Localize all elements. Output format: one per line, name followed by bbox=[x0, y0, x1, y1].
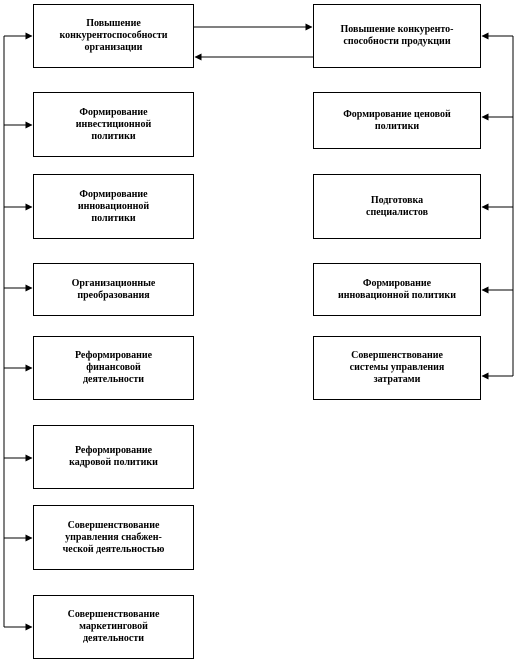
box-label: Подготовка специалистов bbox=[366, 194, 428, 218]
box-label: Повышение конкуренто- способности продукции bbox=[340, 24, 454, 47]
box-cost-management bbox=[313, 336, 481, 400]
box-supply-management bbox=[33, 505, 194, 570]
box-investment-policy bbox=[33, 92, 194, 157]
box-innovation-policy-right bbox=[313, 263, 481, 316]
box-label: Совершенствование системы управления затратами bbox=[349, 350, 445, 385]
box-pricing-policy bbox=[313, 92, 481, 149]
box-label: Формирование инновационной политики bbox=[338, 277, 456, 301]
box-label: Формирование инвестиционной политики bbox=[75, 106, 152, 142]
box-organization-competitiveness bbox=[33, 4, 194, 68]
box-label: Формирование инновационной политики bbox=[77, 188, 150, 224]
box-label: Формирование ценовой политики bbox=[343, 108, 451, 132]
box-marketing-improvement bbox=[33, 595, 194, 659]
box-label: Организационные преобразования bbox=[71, 277, 156, 301]
box-personnel-reform bbox=[33, 425, 194, 489]
box-label: Реформирование финансовой деятельности bbox=[74, 350, 153, 385]
box-label: Совершенствование маркетинговой деятельности bbox=[67, 609, 160, 644]
box-label: Повышение конкурентоспособности организации bbox=[59, 18, 168, 53]
box-innovation-policy-left bbox=[33, 174, 194, 239]
box-organizational-transformations bbox=[33, 263, 194, 316]
box-financial-reform bbox=[33, 336, 194, 400]
box-label: Реформирование кадровой политики bbox=[69, 445, 158, 468]
box-specialist-training bbox=[313, 174, 481, 239]
box-product-competitiveness bbox=[313, 4, 481, 68]
box-label: Совершенствование управления снабжен- ческой деятельностью bbox=[62, 519, 165, 555]
